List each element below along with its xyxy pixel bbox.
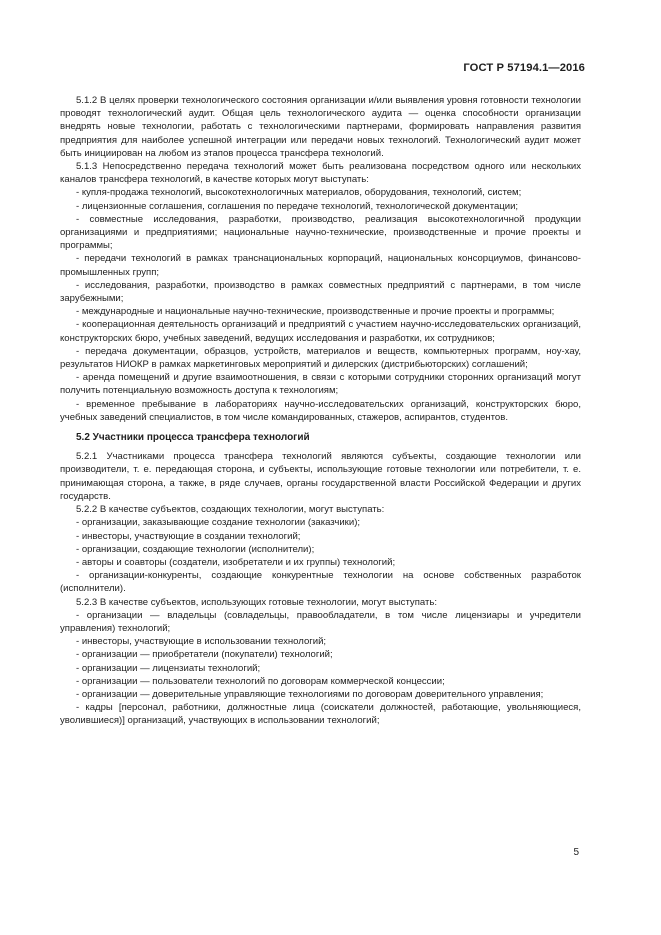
list-item: - передачи технологий в рамках транснациональных корпораций, национальных консорциумов, финансово-промышленных групп; — [60, 253, 581, 278]
list-item: - организации, заказывающие создание технологии (заказчики); — [76, 517, 361, 529]
paragraph: 5.2.2 В качестве субъектов, создающих технологии, могут выступать: — [76, 504, 385, 516]
list-item: - организации — доверительные управляющие технологиями по договорам доверительного управления; — [76, 688, 544, 700]
list-item: - исследования, разработки, производство в рамках совместных предприятий с партнерами, в том числе зарубежными; — [60, 279, 581, 305]
standard-designation: ГОСТ Р 57194.1—2016 — [463, 62, 585, 74]
list-item: - организации — лицензиаты технологий; — [76, 662, 261, 674]
page-number: 5 — [573, 847, 579, 858]
list-item: - лицензионные соглашения, соглашения по передаче технологий, технологической документации; — [76, 200, 519, 212]
list-item: - авторы и соавторы (создатели, изобретатели и их группы) технологий; — [76, 556, 396, 568]
section-heading: 5.2 Участники процесса трансфера технологий — [76, 432, 310, 444]
list-item: - передача документации, образцов, устройств, материалов и веществ, компьютерных программ, ноу-хау, результатов НИОКР в рамках маркетинговых мероприятий и дилерских (дистрибьюторских) соглашений; — [60, 345, 581, 371]
list-item: - организации-конкуренты, создающие конкурентные технологии на основе собственных разработок (исполнители). — [60, 570, 581, 595]
list-item: - инвесторы, участвующие в создании технологий; — [76, 530, 301, 542]
list-item: - временное пребывание в лабораториях научно-исследовательских организаций, конструкторских бюро, учебных заведений специалистов, в том числе командированных, стажеров, аспирантов, студентов. — [60, 398, 581, 423]
paragraph: 5.1.2 В целях проверки технологического состояния организации и/или выявления уровня готовности технологии проводят технологический аудит. Общая цель технологического аудита — оценка способности организации внедрять новые технологии, работать с технологическими партнерами, формировать направления развития предприятия для наиболее успешной интеграции или передачи новых технологий. Технологический аудит может быть инициирован на любом из этапов процесса трансфера технологий. — [60, 95, 581, 159]
paragraph: 5.2.1 Участниками процесса трансфера технологий являются субъекты, создающие технологии или производители, т. е. передающая сторона, и субъекты, использующие готовые технологии или потребители, т. е. принимающая сторона, а также, в ряде случаев, органы государственной власти Российской Федерации и других государств. — [60, 451, 581, 502]
list-item: - международные и национальные научно-технические, производственные и прочие проекты и программы; — [76, 306, 555, 318]
list-item: - кадры [персонал, работники, должностные лица (соискатели должностей, работающие, увольняющиеся, уволившиеся)] организаций, участвующих в использовании технологий; — [60, 702, 581, 727]
paragraph: 5.2.3 В качестве субъектов, использующих готовые технологии, могут выступать: — [76, 596, 437, 608]
list-item: - кооперационная деятельность организаций и предприятий с участием научно-исследовательских организаций, конструкторских бюро, учебных заведений, ведущих исследования и разработки, их сотрудников; — [60, 319, 581, 344]
list-item: - организации — владельцы (совладельцы, правообладатели, в том числе лицензиары и учредители управления) технологий; — [60, 609, 581, 634]
list-item: - организации — пользователи технологий по договорам коммерческой концессии; — [76, 675, 445, 687]
list-item: - аренда помещений и другие взаимоотношения, в связи с которыми сотрудники сторонних организаций могут получить потенциальную возможность доступа к технологиям; — [60, 372, 581, 397]
document-body — [60, 94, 581, 728]
list-item: - организации — приобретатели (покупатели) технологий; — [76, 649, 333, 661]
paragraph: 5.1.3 Непосредственно передача технологий может быть реализована посредством одного или нескольких каналов трансфера технологий, в качестве которых могут выступать: — [60, 161, 581, 186]
list-item: - купля-продажа технологий, высокотехнологичных материалов, оборудования, технологий, систем; — [76, 187, 522, 199]
list-item: - организации, создающие технологии (исполнители); — [76, 543, 315, 555]
list-item: - совместные исследования, разработки, производство, реализация высокотехнологичной продукции организациями и предприятиями; национальные научно-технические, производственные и прочие проекты и программы; — [60, 213, 581, 252]
list-item: - инвесторы, участвующие в использовании технологий; — [76, 636, 327, 648]
